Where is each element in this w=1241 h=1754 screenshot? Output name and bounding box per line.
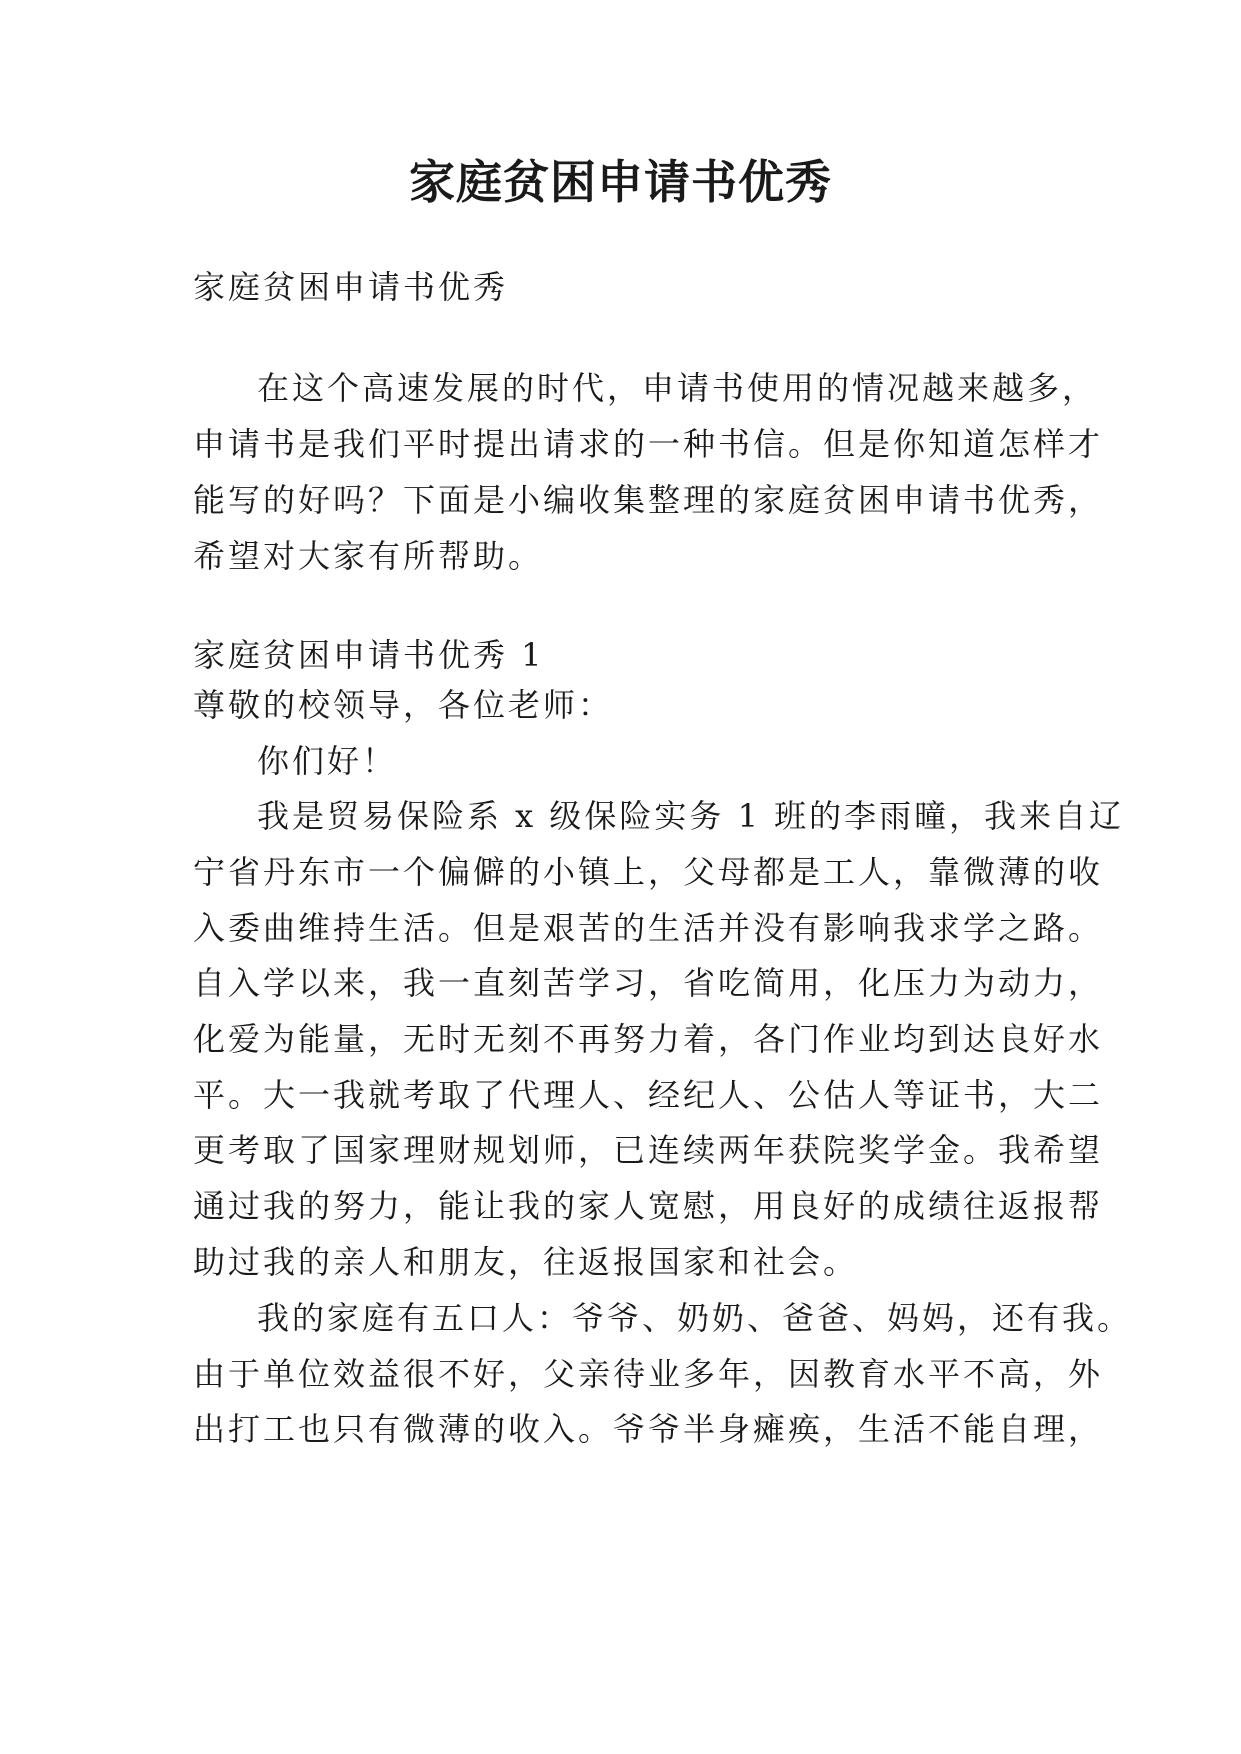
intro-line-2: 申请书是我们平时提出请求的一种书信。但是你知道怎样才: [193, 425, 1104, 463]
intro-line-4: 希望对大家有所帮助。: [193, 537, 544, 575]
paragraph1-line-1: 我是贸易保险系 x 级保险实务 1 班的李雨曈，我来自辽: [257, 797, 1125, 835]
paragraph1-line-6: 平。大一我就考取了代理人、经纪人、公估人等证书，大二: [193, 1076, 1104, 1114]
paragraph1-line-7: 更考取了国家理财规划师，已连续两年获院奖学金。我希望: [193, 1131, 1104, 1169]
section-heading: 家庭贫困申请书优秀 1: [193, 636, 545, 674]
document-title: 家庭贫困申请书优秀: [409, 155, 832, 209]
paragraph1-line-4: 自入学以来，我一直刻苦学习，省吃简用，化压力为动力，: [193, 964, 1104, 1002]
greeting: 你们好！: [257, 742, 398, 780]
salutation: 尊敬的校领导，各位老师：: [193, 686, 614, 724]
intro-line-1: 在这个高速发展的时代，申请书使用的情况越来越多，: [257, 369, 1098, 407]
paragraph1-line-9: 助过我的亲人和朋友，往返报国家和社会。: [193, 1243, 859, 1281]
document-subtitle: 家庭贫困申请书优秀: [193, 268, 509, 306]
paragraph2-line-1: 我的家庭有五口人：爷爷、奶奶、爸爸、妈妈，还有我。: [257, 1299, 1133, 1337]
paragraph2-line-3: 出打工也只有微薄的收入。爷爷半身瘫痪，生活不能自理，: [193, 1410, 1104, 1448]
paragraph1-line-5: 化爱为能量，无时无刻不再努力着，各门作业均到达良好水: [193, 1020, 1104, 1058]
paragraph1-line-3: 入委曲维持生活。但是艰苦的生活并没有影响我求学之路。: [193, 909, 1104, 947]
intro-line-3: 能写的好吗？下面是小编收集整理的家庭贫困申请书优秀，: [193, 481, 1104, 519]
paragraph1-line-8: 通过我的努力，能让我的家人宽慰，用良好的成绩往返报帮: [193, 1187, 1104, 1225]
paragraph1-line-2: 宁省丹东市一个偏僻的小镇上，父母都是工人，靠微薄的收: [193, 853, 1104, 891]
paragraph2-line-2: 由于单位效益很不好，父亲待业多年，因教育水平不高，外: [193, 1355, 1104, 1393]
